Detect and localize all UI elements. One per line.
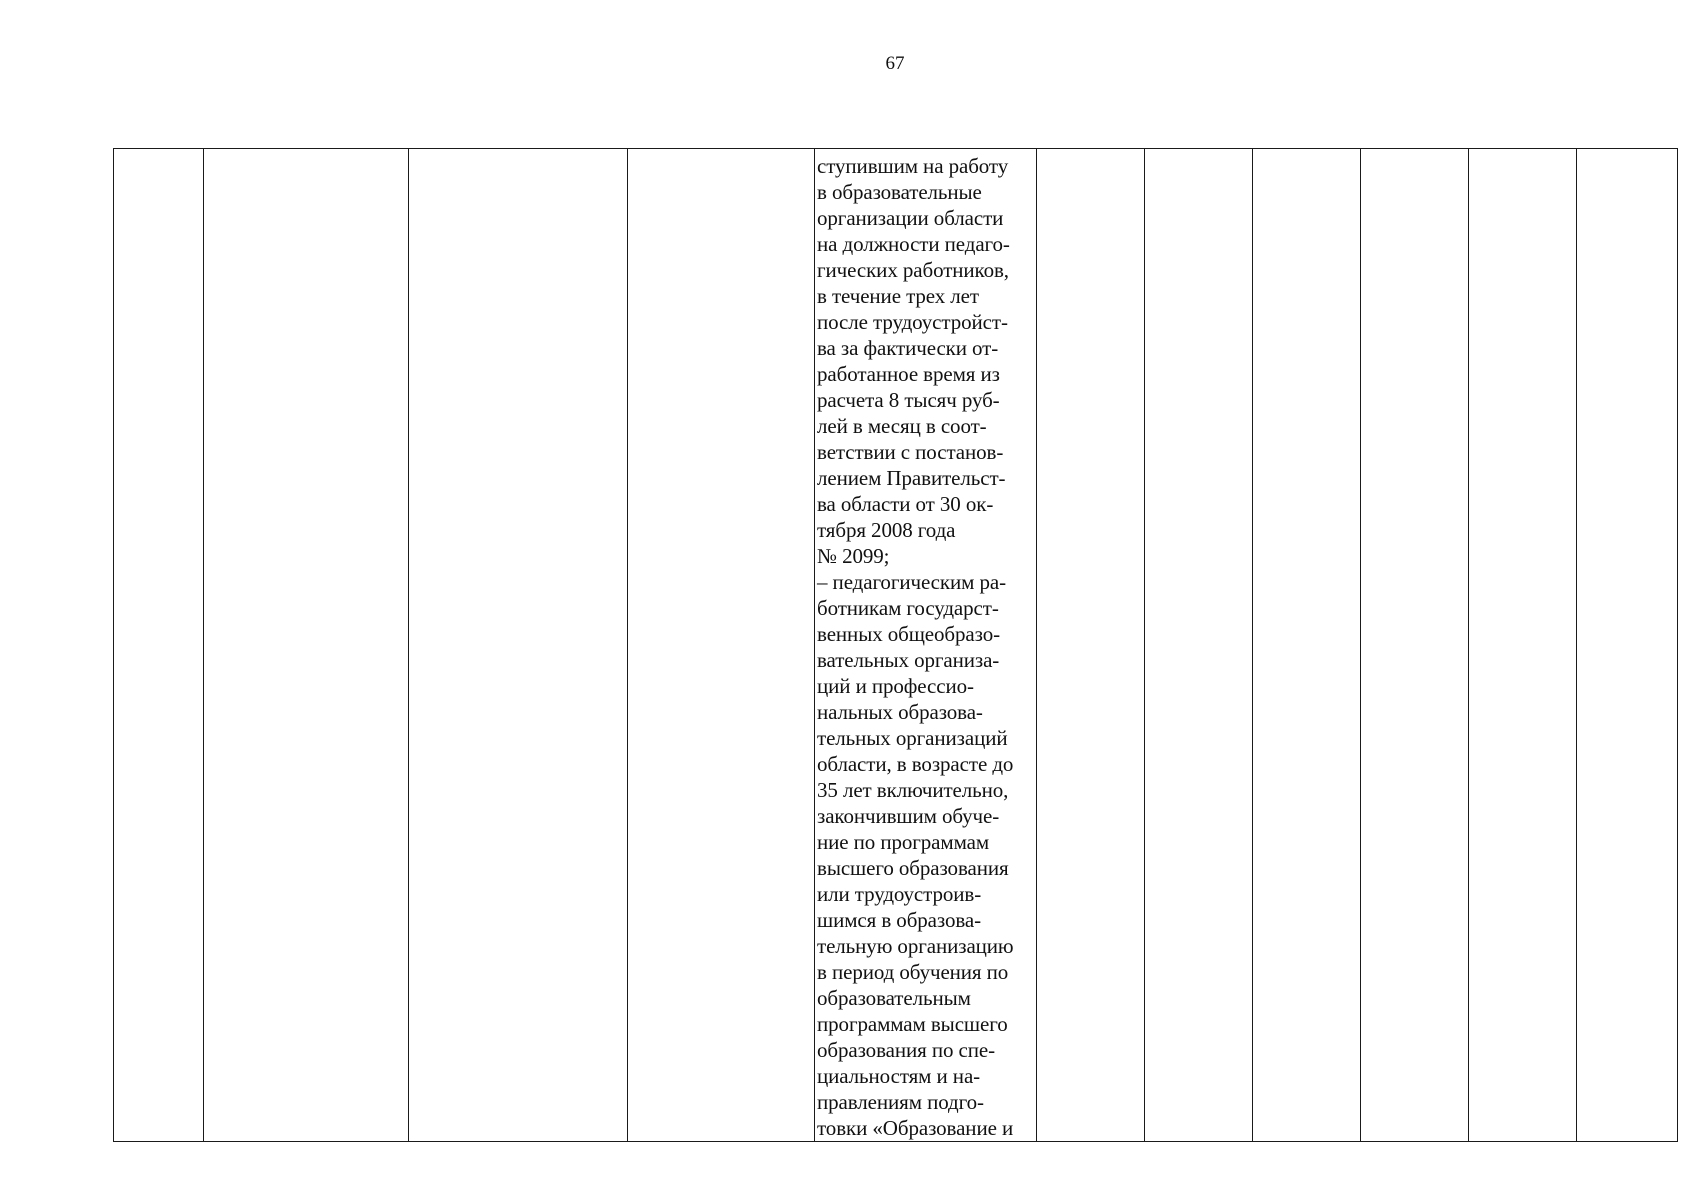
- cell-text-line: ва области от 30 ок-: [817, 492, 994, 516]
- cell-text-line: или трудоустроив-: [817, 882, 982, 906]
- cell-text-line: товки «Образование и: [817, 1116, 1014, 1140]
- cell-text-line: работанное время из: [817, 362, 1000, 386]
- table-cell-col-1: [114, 149, 204, 1142]
- cell-text-line: № 2099;: [817, 544, 890, 568]
- cell-text-line: циальностям и на-: [817, 1064, 981, 1088]
- cell-text-line: лей в месяц в соот-: [817, 414, 987, 438]
- cell-text-line: на должности педаго-: [817, 232, 1010, 256]
- cell-text-line: образовательным: [817, 986, 971, 1010]
- cell-text-line: правлениям подго-: [817, 1090, 984, 1114]
- cell-text-line: тельных организаций: [817, 726, 1008, 750]
- page-number: 67: [885, 53, 905, 74]
- cell-text-line: ступившим на работу: [817, 154, 1009, 178]
- table-cell-col-10: [1469, 149, 1577, 1142]
- cell-text-line: вательных организа-: [817, 648, 1000, 672]
- cell-text-line: ние по программам: [817, 830, 990, 854]
- cell-text-line: в образовательные: [817, 180, 982, 204]
- cell-text-block: [815, 149, 1036, 1141]
- cell-text-line: области, в возрасте до: [817, 752, 1014, 776]
- table-cell-col-9: [1361, 149, 1469, 1142]
- cell-text-line: шимся в образова-: [817, 908, 982, 932]
- cell-text-line: образования по спе-: [817, 1038, 995, 1062]
- cell-text-line: организации области: [817, 206, 1004, 230]
- table-cell-col-2: [204, 149, 409, 1142]
- cell-text-line: высшего образования: [817, 856, 1009, 880]
- cell-text-line: после трудоустройст-: [817, 310, 1008, 334]
- cell-text-line: гических работников,: [817, 258, 1009, 282]
- table-cell-col-11: [1577, 149, 1678, 1142]
- table-cell-col-3: [409, 149, 628, 1142]
- cell-text-line: ботникам государст-: [817, 596, 999, 620]
- table-cell-col-7: [1145, 149, 1253, 1142]
- cell-text-line: расчета 8 тысяч руб-: [817, 388, 1000, 412]
- table-cell-col-8: [1253, 149, 1361, 1142]
- cell-text-line: 35 лет включительно,: [817, 778, 1009, 802]
- cell-text-line: ций и профессио-: [817, 674, 974, 698]
- cell-text-line: лением Правительст-: [817, 466, 1006, 490]
- cell-text-line: – педагогическим ра-: [817, 570, 1006, 594]
- table-cell-col-6: [1037, 149, 1145, 1142]
- cell-text-line: в течение трех лет: [817, 284, 979, 308]
- cell-text-line: тельную организацию: [817, 934, 1014, 958]
- cell-text-line: нальных образова-: [817, 700, 983, 724]
- table-cell-col-4: [628, 149, 815, 1142]
- cell-text-line: в период обучения по: [817, 960, 1009, 984]
- document-table: [113, 148, 1678, 1142]
- cell-text-line: ветствии с постанов-: [817, 440, 1004, 464]
- cell-text-line: программам высшего: [817, 1012, 1008, 1036]
- table-row: [114, 149, 1678, 1142]
- table-cell-col-5: [815, 149, 1037, 1142]
- cell-text-line: ва за фактически от-: [817, 336, 999, 360]
- cell-text-line: закончившим обуче-: [817, 804, 1000, 828]
- cell-text-line: венных общеобразо-: [817, 622, 1000, 646]
- cell-text-line: тября 2008 года: [817, 518, 956, 542]
